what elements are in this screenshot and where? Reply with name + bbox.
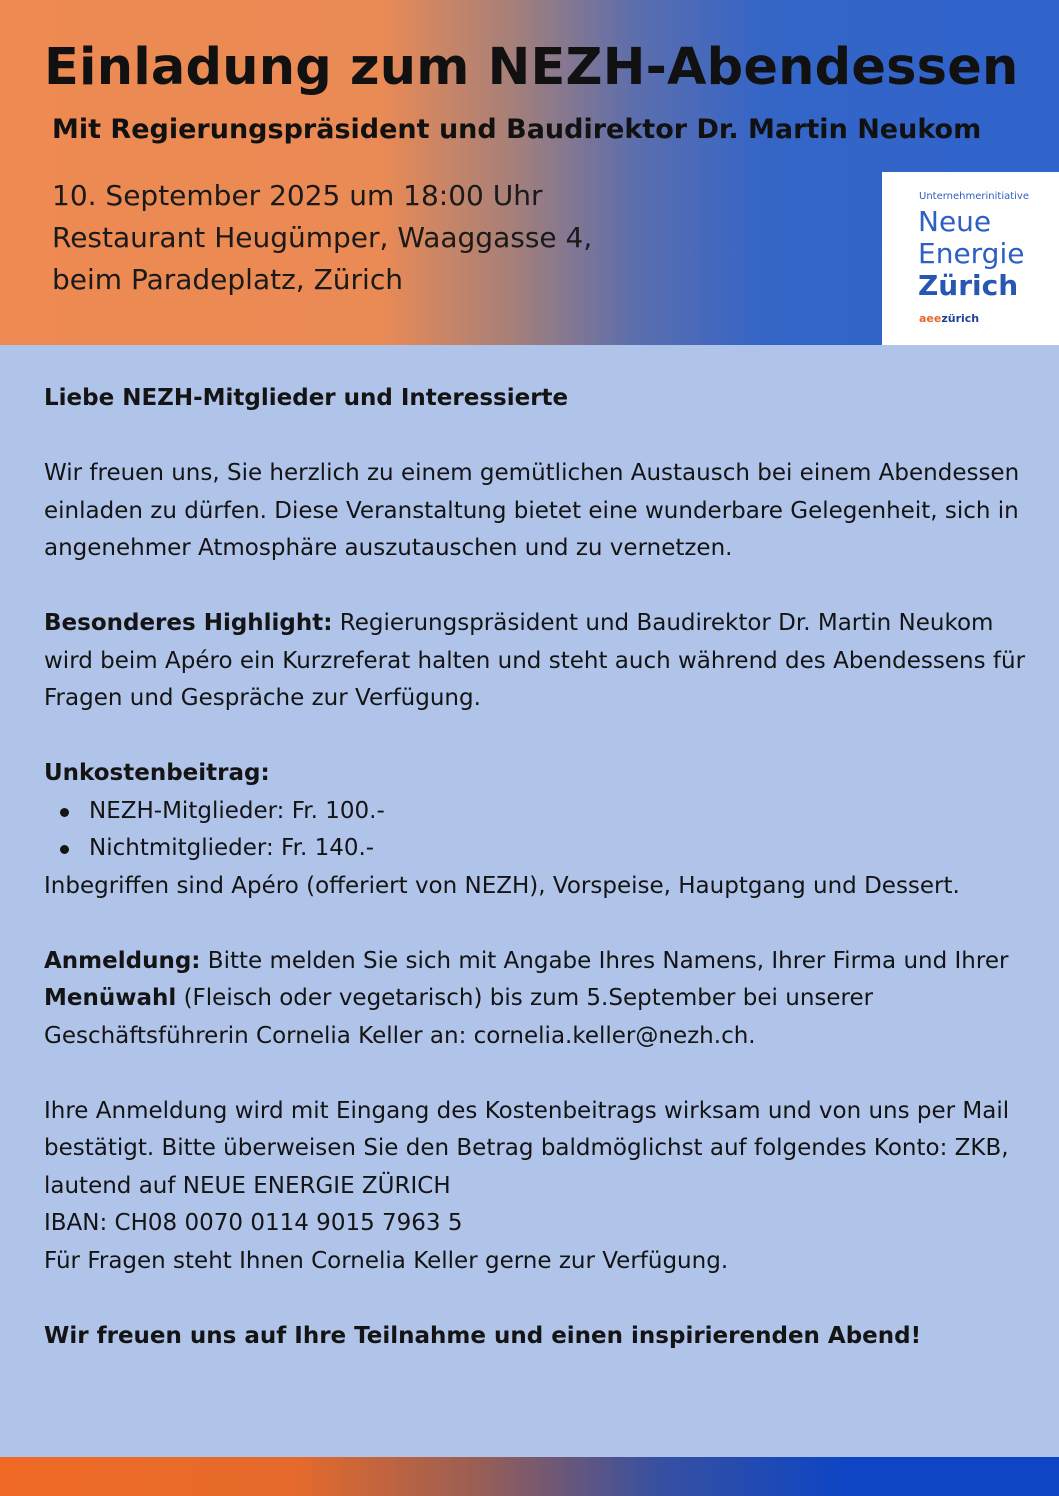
registration-menu-label: Menüwahl <box>44 985 177 1011</box>
intro-paragraph: Wir freuen uns, Sie herzlich zu einem gemütlichen Austausch bei einem Abendessen einladen zu dürfen. Diese Veranstaltung bietet eine wunderbare Gelegenheit, sich in angenehmer Atmosphäre auszutauschen und zu vernetzen. <box>44 460 1020 561</box>
payment-iban: IBAN: CH08 0070 0114 9015 7963 5 <box>44 1210 463 1236</box>
highlight-text: Regierungspräsident und Baudirektor Dr. Martin Neukom wird beim Apéro ein Kurzreferat halten und steht auch während des Abendessens für Fragen und Gespräche zur Verfügung. <box>44 610 1026 711</box>
highlight-label: Besonderes Highlight: <box>44 610 333 636</box>
logo-line3: Zürich <box>918 269 1019 302</box>
logo-tag <box>919 312 979 325</box>
invitation-body <box>44 380 1034 1393</box>
nezh-logo <box>882 172 1059 345</box>
page-subtitle: Mit Regierungspräsident und Baudirektor Dr. Martin Neukom <box>52 114 982 145</box>
highlight-paragraph <box>44 605 1034 718</box>
payment-questions: Für Fragen steht Ihnen Cornelia Keller gerne zur Verfügung. <box>44 1247 729 1274</box>
logo-line1: Neue <box>918 205 992 238</box>
logo-wordmark <box>918 206 1024 302</box>
header-banner <box>0 0 1059 345</box>
logo-line2: Energie <box>918 237 1025 270</box>
closing-text: Wir freuen uns auf Ihre Teilnahme und einen inspirierenden Abend! <box>44 1322 922 1349</box>
registration-text-1: Bitte melden Sie sich mit Angabe Ihres Namens, Ihrer Firma und Ihrer <box>200 947 1009 974</box>
payment-text: Ihre Anmeldung wird mit Eingang des Kostenbeitrags wirksam und von uns per Mail bestätigt. Bitte überweisen Sie den Betrag baldmöglichst auf folgendes Konto: ZKB, lautend auf NEUE ENERGIE ZÜRICH <box>44 1097 1010 1199</box>
costs-item-nonmembers: Nichtmitglieder: Fr. 140.- <box>44 830 1034 868</box>
footer-gradient-bar <box>0 1457 1059 1496</box>
event-location-line2: beim Paradeplatz, Zürich <box>52 263 403 296</box>
greeting-text: Liebe NEZH-Mitglieder und Interessierte <box>44 385 569 411</box>
event-date-time: 10. September 2025 um 18:00 Uhr <box>52 179 543 212</box>
costs-label: Unkostenbeitrag: <box>44 760 270 786</box>
page-title: Einladung zum NEZH-Abendessen <box>44 38 1019 97</box>
costs-note: Inbegriffen sind Apéro (offeriert von NEZH), Vorspeise, Hauptgang und Dessert. <box>44 872 960 899</box>
event-details <box>52 175 592 301</box>
costs-section <box>44 755 1034 905</box>
costs-item-members: NEZH-Mitglieder: Fr. 100.- <box>44 793 1034 831</box>
closing-line <box>44 1318 1034 1356</box>
registration-text-2: (Fleisch oder vegetarisch) bis zum 5.September bei unserer Geschäftsführerin Cornelia Keller an: cornelia.keller@nezh.ch. <box>44 985 874 1049</box>
logo-tag-suffix: zürich <box>941 312 980 325</box>
greeting <box>44 380 1034 418</box>
logo-small-text: Unternehmerinitiative <box>919 191 1029 202</box>
event-location-line1: Restaurant Heugümper, Waaggasse 4, <box>52 221 593 254</box>
costs-list <box>44 793 1034 868</box>
registration-label: Anmeldung: <box>44 947 201 974</box>
payment-paragraph <box>44 1093 1034 1281</box>
logo-tag-prefix: aee <box>919 312 942 325</box>
registration-paragraph <box>44 943 1034 1056</box>
